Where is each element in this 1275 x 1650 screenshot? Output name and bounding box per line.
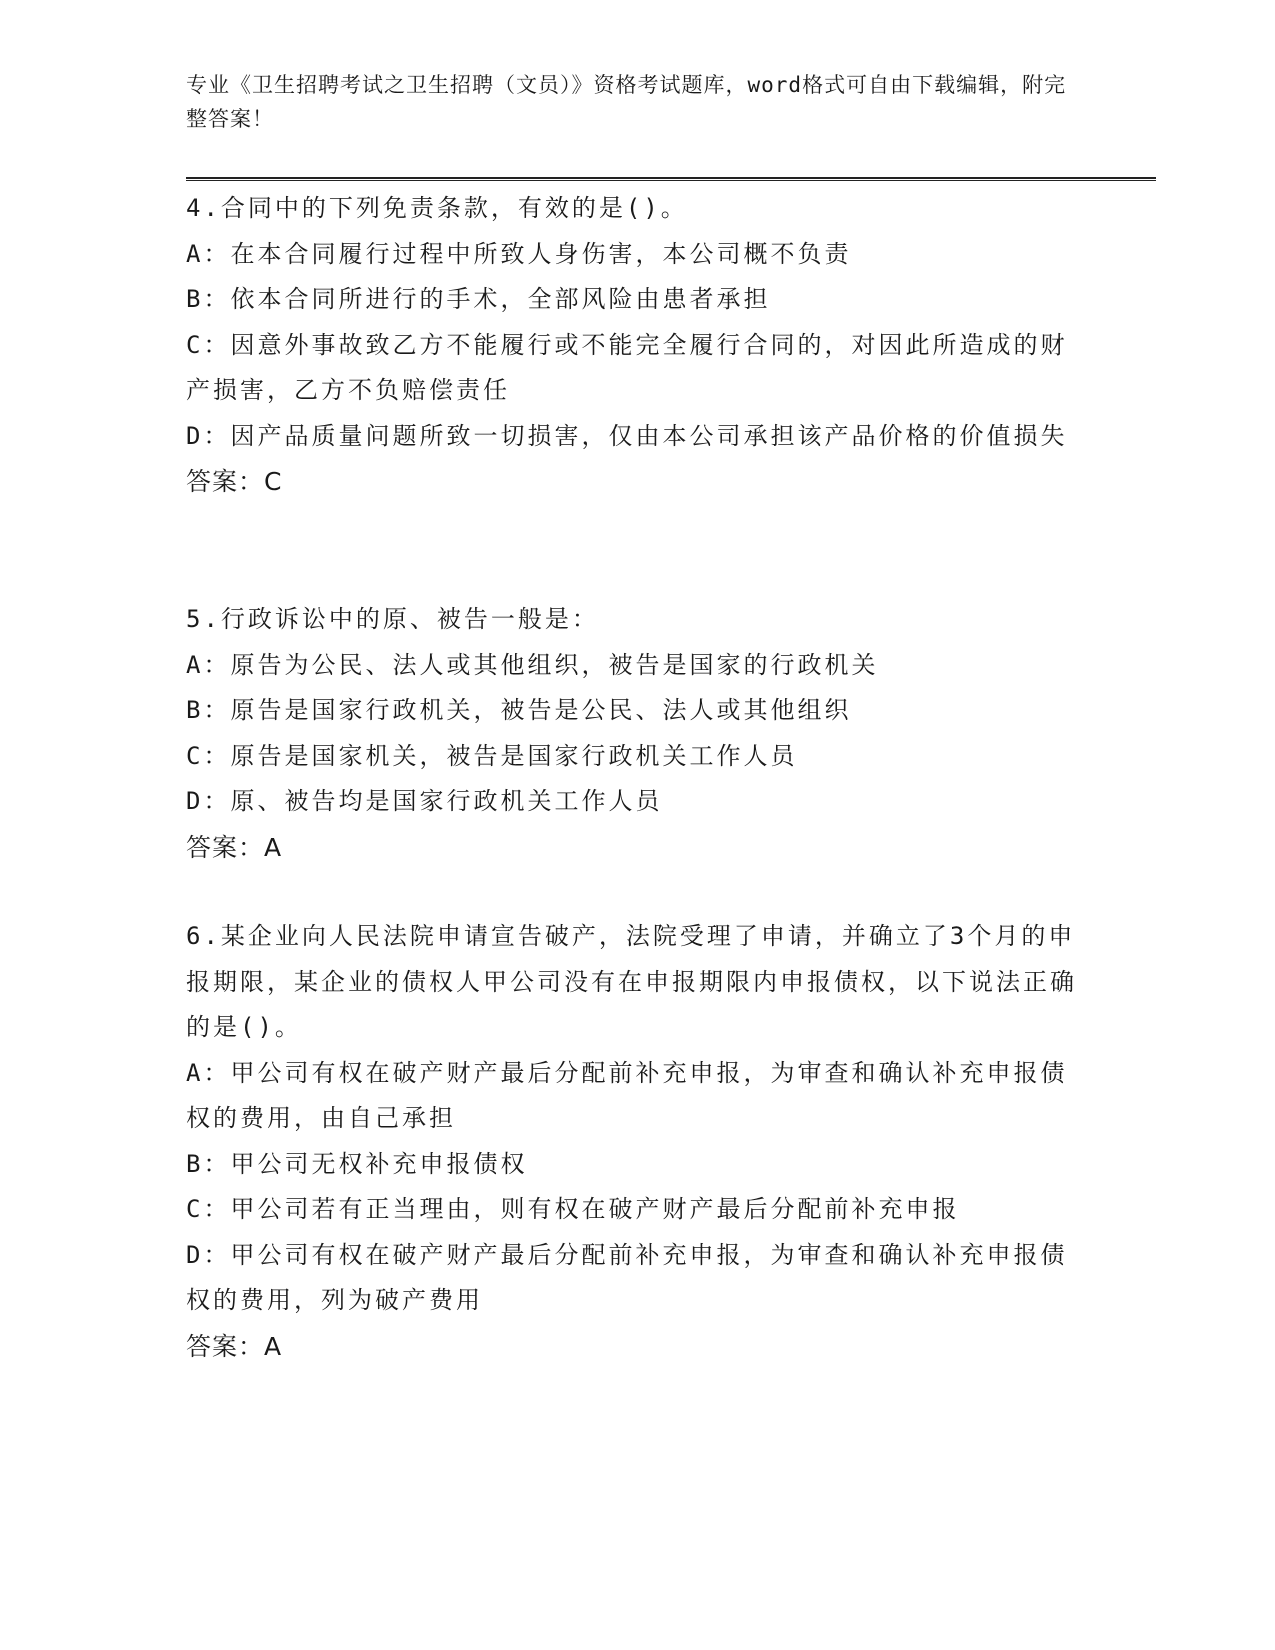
header-intro: 专业《卫生招聘考试之卫生招聘（文员）》资格考试题库，word格式可自由下载编辑，附完整答案！	[186, 73, 1067, 131]
question-4	[186, 186, 1086, 505]
option-d: D：甲公司有权在破产财产最后分配前补充申报，为审查和确认补充申报债权的费用，列为破产费用	[186, 1240, 1068, 1314]
option-c: C：甲公司若有正当理由，则有权在破产财产最后分配前补充申报	[186, 1195, 960, 1223]
question-6	[186, 914, 1086, 1369]
option-a: A：原告为公民、法人或其他组织，被告是国家的行政机关	[186, 650, 879, 679]
question-title: 4.合同中的下列免责条款，有效的是()。	[186, 194, 688, 222]
answer-text: 答案：A	[186, 832, 283, 862]
option-d: D：原、被告均是国家行政机关工作人员	[186, 787, 663, 815]
document-header	[186, 68, 1086, 136]
option-d: D：因产品质量问题所致一切损害，仅由本公司承担该产品价格的价值损失	[186, 421, 1068, 450]
option-a: A：在本合同履行过程中所致人身伤害，本公司概不负责	[186, 239, 852, 268]
answer-text: 答案：C	[186, 467, 283, 496]
option-c: C：因意外事故致乙方不能履行或不能完全履行合同的，对因此所造成的财产损害，乙方不负赔偿责任	[186, 330, 1068, 404]
header-divider	[186, 177, 1156, 181]
question-title: 5.行政诉讼中的原、被告一般是：	[186, 605, 599, 633]
option-b: B：原告是国家行政机关，被告是公民、法人或其他组织	[186, 696, 852, 724]
option-a: A：甲公司有权在破产财产最后分配前补充申报，为审查和确认补充申报债权的费用，由自己承担	[186, 1058, 1068, 1132]
question-5	[186, 597, 1086, 870]
option-b: B：依本合同所进行的手术，全部风险由患者承担	[186, 285, 771, 313]
option-b: B：甲公司无权补充申报债权	[186, 1149, 528, 1178]
question-title: 6.某企业向人民法院申请宣告破产，法院受理了申请，并确立了3个月的申报期限，某企业的债权人甲公司没有在申报期限内申报债权，以下说法正确的是()。	[186, 922, 1077, 1041]
answer-text: 答案：A	[186, 1331, 283, 1361]
option-c: C：原告是国家机关，被告是国家行政机关工作人员	[186, 741, 798, 770]
